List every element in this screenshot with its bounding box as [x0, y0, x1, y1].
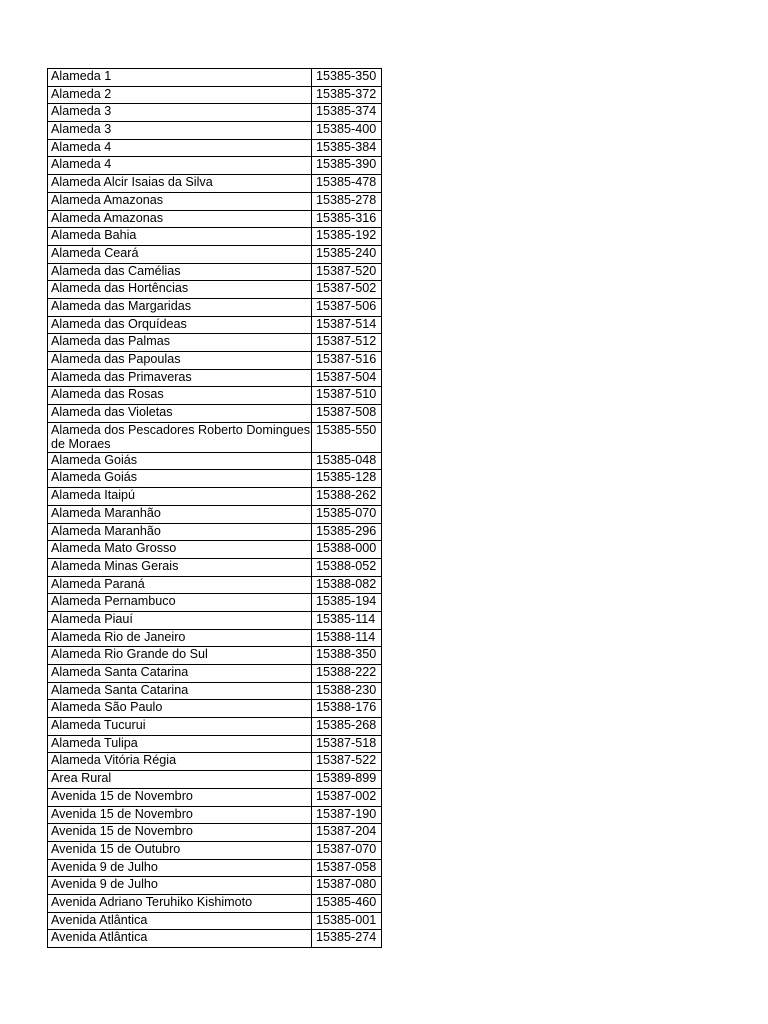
- table-row: [48, 576, 382, 594]
- postal-code-cell: 15387-514: [312, 316, 382, 334]
- street-name-cell: Alameda Amazonas: [48, 192, 312, 210]
- postal-code-cell: 15388-262: [312, 488, 382, 506]
- table-row: [48, 912, 382, 930]
- table-row: [48, 488, 382, 506]
- postal-code-cell: 15388-114: [312, 629, 382, 647]
- street-name-cell: Alameda das Violetas: [48, 405, 312, 423]
- table-row: [48, 245, 382, 263]
- postal-code-cell: 15387-518: [312, 735, 382, 753]
- table-row: [48, 175, 382, 193]
- postal-code-cell: 15387-080: [312, 877, 382, 895]
- table-row: [48, 629, 382, 647]
- street-name-cell: Alameda 1: [48, 69, 312, 87]
- street-name-cell: Alameda Ceará: [48, 245, 312, 263]
- postal-code-cell: 15385-268: [312, 718, 382, 736]
- table-row: [48, 806, 382, 824]
- table-row: [48, 422, 382, 452]
- postal-code-cell: 15388-230: [312, 682, 382, 700]
- postal-code-cell: 15388-052: [312, 558, 382, 576]
- table-row: [48, 334, 382, 352]
- street-name-cell: Alameda das Papoulas: [48, 352, 312, 370]
- street-name-cell: Alameda Minas Gerais: [48, 558, 312, 576]
- postal-code-cell: 15385-460: [312, 894, 382, 912]
- postal-code-cell: 15385-372: [312, 86, 382, 104]
- postal-code-cell: 15387-506: [312, 298, 382, 316]
- street-name-cell: Avenida 9 de Julho: [48, 859, 312, 877]
- table-row: [48, 665, 382, 683]
- street-name-cell: Avenida Adriano Teruhiko Kishimoto: [48, 894, 312, 912]
- table-row: [48, 298, 382, 316]
- postal-code-cell: 15387-204: [312, 824, 382, 842]
- table-row: [48, 452, 382, 470]
- postal-code-cell: 15385-384: [312, 139, 382, 157]
- street-name-cell: Alameda das Camélias: [48, 263, 312, 281]
- postal-code-cell: 15387-504: [312, 369, 382, 387]
- street-name-cell: Avenida Atlântica: [48, 930, 312, 948]
- table-row: [48, 139, 382, 157]
- table-row: [48, 788, 382, 806]
- table-row: [48, 86, 382, 104]
- table-row: [48, 352, 382, 370]
- address-table-body: [48, 69, 382, 948]
- table-row: [48, 157, 382, 175]
- table-row: [48, 387, 382, 405]
- postal-code-cell: 15385-296: [312, 523, 382, 541]
- table-row: [48, 69, 382, 87]
- table-row: [48, 771, 382, 789]
- table-row: [48, 718, 382, 736]
- table-row: [48, 210, 382, 228]
- street-name-cell: Alameda 3: [48, 104, 312, 122]
- postal-code-cell: 15385-316: [312, 210, 382, 228]
- street-name-cell: Alameda das Orquídeas: [48, 316, 312, 334]
- table-row: [48, 470, 382, 488]
- postal-code-cell: 15385-128: [312, 470, 382, 488]
- table-row: [48, 824, 382, 842]
- table-row: [48, 682, 382, 700]
- table-row: [48, 558, 382, 576]
- table-row: [48, 594, 382, 612]
- street-name-cell: Avenida Atlântica: [48, 912, 312, 930]
- table-row: [48, 647, 382, 665]
- postal-code-cell: 15385-374: [312, 104, 382, 122]
- street-name-cell: Alameda Tucurui: [48, 718, 312, 736]
- postal-code-cell: 15385-048: [312, 452, 382, 470]
- table-row: [48, 894, 382, 912]
- street-name-cell: Avenida 15 de Novembro: [48, 788, 312, 806]
- street-name-cell: Avenida 9 de Julho: [48, 877, 312, 895]
- street-name-cell: Alameda das Rosas: [48, 387, 312, 405]
- postal-code-cell: 15387-190: [312, 806, 382, 824]
- table-row: [48, 735, 382, 753]
- street-name-cell: Alameda das Palmas: [48, 334, 312, 352]
- postal-code-cell: 15385-278: [312, 192, 382, 210]
- postal-code-cell: 15385-400: [312, 122, 382, 140]
- table-row: [48, 122, 382, 140]
- postal-code-cell: 15388-222: [312, 665, 382, 683]
- street-name-cell: Alameda das Margaridas: [48, 298, 312, 316]
- street-name-cell: Alameda Maranhão: [48, 523, 312, 541]
- street-name-cell: Alameda Tulipa: [48, 735, 312, 753]
- postal-code-cell: 15387-522: [312, 753, 382, 771]
- postal-code-cell: 15385-192: [312, 228, 382, 246]
- postal-code-cell: 15385-390: [312, 157, 382, 175]
- table-row: [48, 753, 382, 771]
- street-name-cell: Alameda Goiás: [48, 470, 312, 488]
- street-name-cell: Alameda Amazonas: [48, 210, 312, 228]
- postal-code-cell: 15387-502: [312, 281, 382, 299]
- postal-code-cell: 15387-516: [312, 352, 382, 370]
- street-name-cell: Alameda Maranhão: [48, 505, 312, 523]
- table-row: [48, 841, 382, 859]
- postal-code-cell: 15388-350: [312, 647, 382, 665]
- postal-code-cell: 15385-194: [312, 594, 382, 612]
- postal-code-cell: 15385-114: [312, 611, 382, 629]
- table-row: [48, 228, 382, 246]
- table-row: [48, 523, 382, 541]
- table-row: [48, 316, 382, 334]
- postal-code-cell: 15387-510: [312, 387, 382, 405]
- street-name-cell: Alameda Rio Grande do Sul: [48, 647, 312, 665]
- table-row: [48, 877, 382, 895]
- street-name-cell: Avenida 15 de Novembro: [48, 824, 312, 842]
- street-name-cell: Alameda Mato Grosso: [48, 541, 312, 559]
- table-row: [48, 369, 382, 387]
- street-name-cell: Avenida 15 de Novembro: [48, 806, 312, 824]
- street-name-cell: Alameda das Hortências: [48, 281, 312, 299]
- table-row: [48, 192, 382, 210]
- table-row: [48, 263, 382, 281]
- postal-code-cell: 15389-899: [312, 771, 382, 789]
- table-row: [48, 104, 382, 122]
- postal-code-cell: 15385-478: [312, 175, 382, 193]
- street-name-cell: Alameda Piauí: [48, 611, 312, 629]
- street-name-cell: Alameda Pernambuco: [48, 594, 312, 612]
- table-row: [48, 281, 382, 299]
- postal-code-cell: 15387-508: [312, 405, 382, 423]
- street-name-cell: Alameda Itaipú: [48, 488, 312, 506]
- postal-code-cell: 15388-000: [312, 541, 382, 559]
- street-name-cell: Alameda Bahia: [48, 228, 312, 246]
- street-name-cell: Alameda dos Pescadores Roberto Domingues de Moraes: [48, 422, 312, 452]
- street-name-cell: Alameda Goiás: [48, 452, 312, 470]
- street-name-cell: Alameda 2: [48, 86, 312, 104]
- postal-code-cell: 15385-550: [312, 422, 382, 452]
- street-name-cell: Alameda 3: [48, 122, 312, 140]
- postal-code-cell: 15387-002: [312, 788, 382, 806]
- postal-code-cell: 15385-274: [312, 930, 382, 948]
- postal-code-cell: 15387-520: [312, 263, 382, 281]
- table-row: [48, 611, 382, 629]
- postal-code-cell: 15388-176: [312, 700, 382, 718]
- postal-code-cell: 15387-070: [312, 841, 382, 859]
- postal-code-cell: 15388-082: [312, 576, 382, 594]
- street-name-cell: Alameda Rio de Janeiro: [48, 629, 312, 647]
- address-table: [47, 68, 382, 948]
- street-name-cell: Alameda 4: [48, 139, 312, 157]
- street-name-cell: Alameda 4: [48, 157, 312, 175]
- postal-code-cell: 15385-240: [312, 245, 382, 263]
- street-name-cell: Alameda Santa Catarina: [48, 682, 312, 700]
- street-name-cell: Alameda São Paulo: [48, 700, 312, 718]
- street-name-cell: Alameda Alcir Isaias da Silva: [48, 175, 312, 193]
- street-name-cell: Avenida 15 de Outubro: [48, 841, 312, 859]
- postal-code-cell: 15385-001: [312, 912, 382, 930]
- table-row: [48, 541, 382, 559]
- street-name-cell: Alameda Santa Catarina: [48, 665, 312, 683]
- street-name-cell: Area Rural: [48, 771, 312, 789]
- table-row: [48, 505, 382, 523]
- postal-code-cell: 15387-058: [312, 859, 382, 877]
- postal-code-cell: 15387-512: [312, 334, 382, 352]
- table-row: [48, 700, 382, 718]
- table-row: [48, 930, 382, 948]
- street-name-cell: Alameda Vitória Régia: [48, 753, 312, 771]
- street-name-cell: Alameda Paraná: [48, 576, 312, 594]
- postal-code-cell: 15385-350: [312, 69, 382, 87]
- table-row: [48, 859, 382, 877]
- postal-code-cell: 15385-070: [312, 505, 382, 523]
- table-row: [48, 405, 382, 423]
- street-name-cell: Alameda das Primaveras: [48, 369, 312, 387]
